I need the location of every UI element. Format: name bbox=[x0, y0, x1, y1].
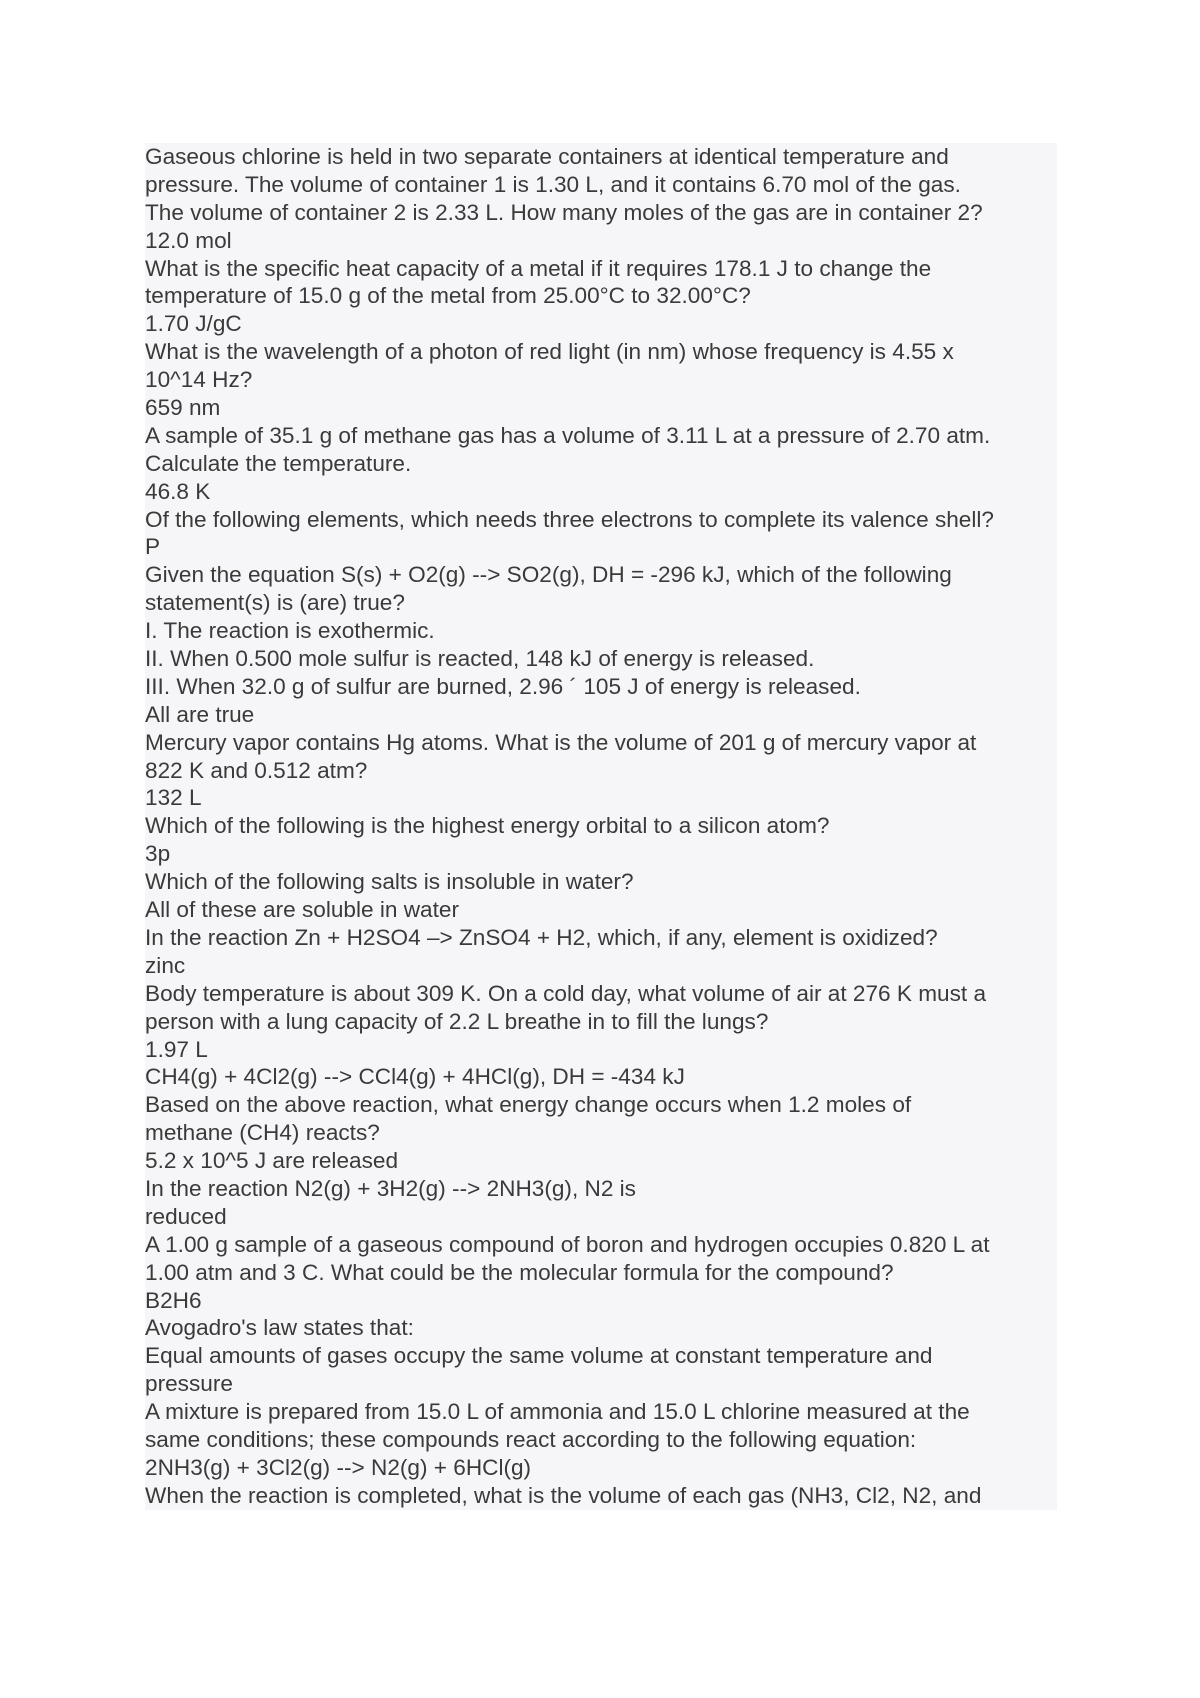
text-line: P bbox=[145, 534, 161, 560]
text-line: 12.0 mol bbox=[145, 227, 232, 253]
text-line: Which of the following salts is insoluble in water? bbox=[145, 869, 634, 895]
text-line: person with a lung capacity of 2.2 L breathe in to fill the lungs? bbox=[145, 1008, 769, 1034]
text-line: reduced bbox=[145, 1203, 227, 1229]
text-line: same conditions; these compounds react according to the following equation: bbox=[145, 1426, 917, 1452]
text-line: Gaseous chlorine is held in two separate containers at identical temperature and bbox=[145, 144, 949, 169]
text-line: B2H6 bbox=[145, 1287, 202, 1313]
text-line: methane (CH4) reacts? bbox=[145, 1120, 380, 1146]
text-line: Calculate the temperature. bbox=[145, 450, 412, 476]
text-line: 1.70 J/gC bbox=[145, 311, 242, 337]
text-line: In the reaction N2(g) + 3H2(g) --> 2NH3(g), N2 is bbox=[145, 1175, 636, 1201]
text-line: All of these are soluble in water bbox=[145, 897, 459, 923]
text-line: Body temperature is about 309 K. On a cold day, what volume of air at 276 K must a bbox=[145, 980, 987, 1006]
text-line: statement(s) is (are) true? bbox=[145, 590, 405, 616]
text-line: I. The reaction is exothermic. bbox=[145, 618, 435, 644]
text-line: 2NH3(g) + 3Cl2(g) --> N2(g) + 6HCl(g) bbox=[145, 1454, 532, 1480]
text-line: III. When 32.0 g of sulfur are burned, 2.96 ´ 105 J of energy is released. bbox=[145, 673, 861, 699]
text-line: In the reaction Zn + H2SO4 –> ZnSO4 + H2, which, if any, element is oxidized? bbox=[145, 924, 938, 950]
text-line: 5.2 x 10^5 J are released bbox=[145, 1148, 399, 1174]
text-line: A mixture is prepared from 15.0 L of ammonia and 15.0 L chlorine measured at the bbox=[145, 1399, 970, 1425]
text-line: When the reaction is completed, what is the volume of each gas (NH3, Cl2, N2, and bbox=[145, 1482, 982, 1508]
text-line: 132 L bbox=[145, 785, 202, 811]
text-line: What is the wavelength of a photon of red light (in nm) whose frequency is 4.55 x bbox=[145, 339, 954, 365]
text-line: CH4(g) + 4Cl2(g) --> CCl4(g) + 4HCl(g), DH = -434 kJ bbox=[145, 1064, 685, 1090]
text-line: Given the equation S(s) + O2(g) --> SO2(g), DH = -296 kJ, which of the following bbox=[145, 562, 952, 588]
text-line: Mercury vapor contains Hg atoms. What is the volume of 201 g of mercury vapor at bbox=[145, 729, 977, 755]
document-text-block bbox=[145, 143, 1057, 1510]
text-line: A 1.00 g sample of a gaseous compound of boron and hydrogen occupies 0.820 L at bbox=[145, 1231, 990, 1257]
text-line: What is the specific heat capacity of a metal if it requires 178.1 J to change the bbox=[145, 255, 932, 281]
text-line: All are true bbox=[145, 701, 255, 727]
text-line: 3p bbox=[145, 841, 171, 867]
text-line: Which of the following is the highest energy orbital to a silicon atom? bbox=[145, 813, 830, 839]
text-line: II. When 0.500 mole sulfur is reacted, 148 kJ of energy is released. bbox=[145, 646, 815, 672]
text-line: 46.8 K bbox=[145, 478, 211, 504]
text-line: Equal amounts of gases occupy the same volume at constant temperature and bbox=[145, 1343, 933, 1369]
text-line: The volume of container 2 is 2.33 L. How many moles of the gas are in container 2? bbox=[145, 199, 983, 225]
text-line: Based on the above reaction, what energy change occurs when 1.2 moles of bbox=[145, 1092, 912, 1118]
text-line: 659 nm bbox=[145, 395, 221, 421]
text-line: A sample of 35.1 g of methane gas has a volume of 3.11 L at a pressure of 2.70 atm. bbox=[145, 422, 991, 448]
text-line: 1.97 L bbox=[145, 1036, 208, 1062]
text-line: 10^14 Hz? bbox=[145, 367, 253, 393]
text-line: Of the following elements, which needs three electrons to complete its valence shell? bbox=[145, 506, 994, 532]
text-line: temperature of 15.0 g of the metal from 25.00°C to 32.00°C? bbox=[145, 283, 751, 309]
text-line: 822 K and 0.512 atm? bbox=[145, 757, 368, 783]
text-line: pressure bbox=[145, 1371, 233, 1397]
text-line: pressure. The volume of container 1 is 1.30 L, and it contains 6.70 mol of the gas. bbox=[145, 171, 961, 197]
text-line: 1.00 atm and 3 C. What could be the molecular formula for the compound? bbox=[145, 1259, 894, 1285]
text-line: zinc bbox=[145, 952, 186, 978]
text-line: Avogadro's law states that: bbox=[145, 1315, 414, 1341]
